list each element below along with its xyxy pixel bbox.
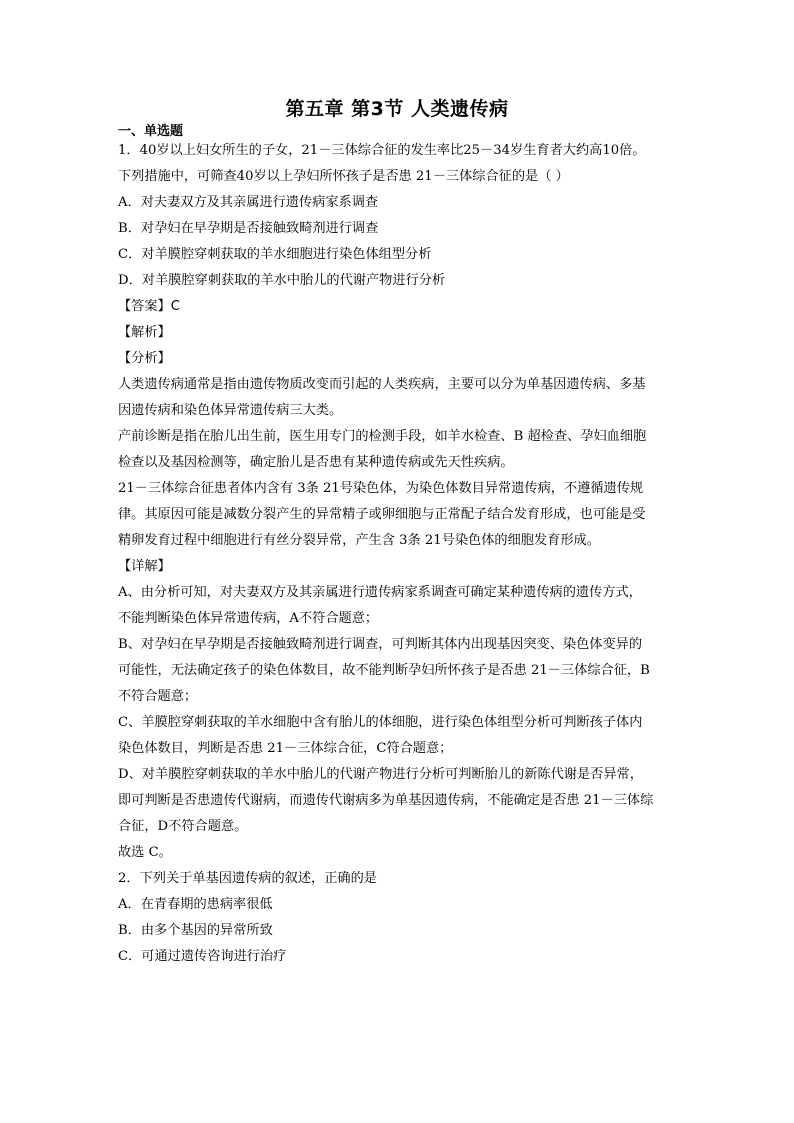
question-2-stem: 2．下列关于单基因遗传病的叙述，正确的是 bbox=[118, 871, 377, 886]
detail-line: 不能判断染色体异常遗传病，A不符合题意； bbox=[118, 611, 379, 626]
question-1-option-a: A．对夫妻双方及其亲属进行遗传病家系调查 bbox=[118, 195, 379, 210]
question-1-stem-line-1: 1．40岁以上妇女所生的子女，21－三体综合征的发生率比25－34岁生育者大约高10倍。 bbox=[118, 143, 646, 158]
analysis-line: 21－三体综合征患者体内含有 3条 21号染色体，为染色体数目异常遗传病，不遵循遗传规 bbox=[118, 481, 644, 496]
question-2-option-c: C．可通过遗传咨询进行治疗 bbox=[118, 949, 287, 964]
conclusion-line: 故选 C。 bbox=[118, 845, 172, 860]
xiangjie-label: 【详解】 bbox=[118, 559, 171, 574]
analysis-line: 律。其原因可能是减数分裂产生的异常精子或卵细胞与正常配子结合发育形成，也可能是受 bbox=[118, 507, 646, 522]
detail-line: A、由分析可知，对夫妻双方及其亲属进行遗传病家系调查可确定某种遗传病的遗传方式， bbox=[118, 585, 642, 600]
analysis-line: 人类遗传病通常是指由遗传物质改变而引起的人类疾病，主要可以分为单基因遗传病、多基 bbox=[118, 377, 646, 392]
detail-line: 不符合题意； bbox=[118, 689, 198, 704]
section-heading: 一、单选题 bbox=[118, 124, 184, 139]
page-title: 第五章 第3节 人类遗传病 bbox=[285, 98, 509, 120]
detail-line: 可能性，无法确定孩子的染色体数目，故不能判断孕妇所怀孩子是否患 21－三体综合征，B bbox=[118, 663, 650, 678]
content-body bbox=[118, 138, 678, 970]
detail-line: 合征，D不符合题意。 bbox=[118, 819, 248, 834]
analysis-line: 因遗传病和染色体异常遗传病三大类。 bbox=[118, 403, 343, 418]
question-2-option-a: A．在青春期的患病率很低 bbox=[118, 897, 273, 912]
question-1-option-b: B．对孕妇在早孕期是否接触致畸剂进行调查 bbox=[118, 221, 379, 236]
question-1-option-c: C．对羊膜腔穿刺获取的羊水细胞进行染色体组型分析 bbox=[118, 247, 432, 262]
fenxi-label: 【分析】 bbox=[118, 351, 171, 366]
jiexi-label: 【解析】 bbox=[118, 325, 171, 340]
detail-line: 即可判断是否患遗传代谢病，而遗传代谢病多为单基因遗传病，不能确定是否患 21－三体综 bbox=[118, 793, 654, 808]
analysis-line: 产前诊断是指在胎儿出生前，医生用专门的检测手段，如羊水检查、B 超检查、孕妇血细胞 bbox=[118, 429, 647, 444]
detail-line: B、对孕妇在早孕期是否接触致畸剂进行调查，可判断其体内出现基因突变、染色体变异的 bbox=[118, 637, 642, 652]
question-1-stem-line-2: 下列措施中，可筛查40岁以上孕妇所怀孩子是否患 21－三体综合征的是（ ） bbox=[118, 169, 569, 184]
analysis-line: 检查以及基因检测等，确定胎儿是否患有某种遗传病或先天性疾病。 bbox=[118, 455, 514, 470]
detail-line: C、羊膜腔穿刺获取的羊水细胞中含有胎儿的体细胞，进行染色体组型分析可判断孩子体内 bbox=[118, 715, 643, 730]
answer-label: 【答案】C bbox=[118, 299, 180, 314]
detail-line: D、对羊膜腔穿刺获取的羊水中胎儿的代谢产物进行分析可判断胎儿的新陈代谢是否异常， bbox=[118, 767, 643, 782]
analysis-line: 精卵发育过程中细胞进行有丝分裂异常，产生含 3条 21号染色体的细胞发育形成。 bbox=[118, 533, 600, 548]
question-1-option-d: D．对羊膜腔穿刺获取的羊水中胎儿的代谢产物进行分析 bbox=[118, 273, 446, 288]
detail-line: 染色体数目，判断是否患 21－三体综合征，C符合题意； bbox=[118, 741, 453, 756]
question-2-option-b: B．由多个基因的异常所致 bbox=[118, 923, 273, 938]
